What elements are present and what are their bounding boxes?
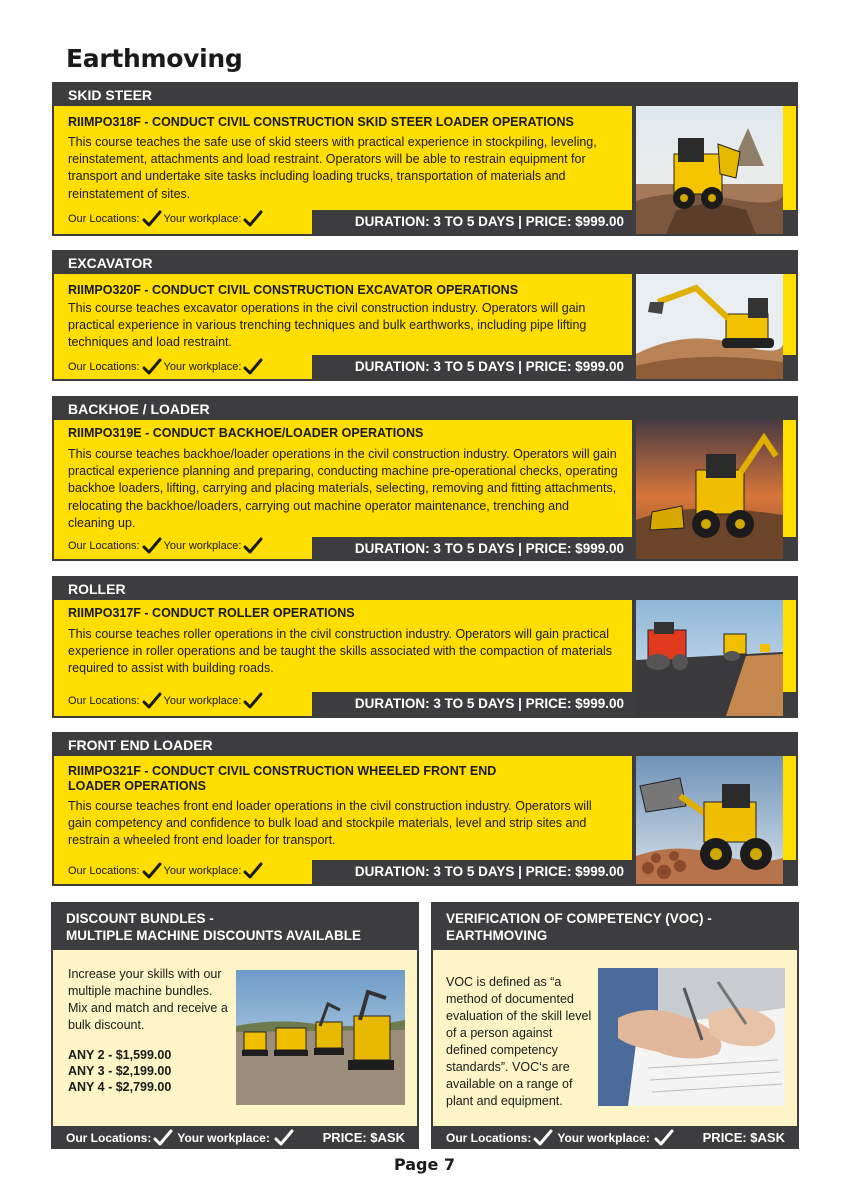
checkmark-icon (142, 358, 162, 376)
checkmark-icon (243, 692, 263, 710)
discount-panel-footer (51, 1126, 419, 1149)
checkmark-icon (142, 862, 162, 880)
discount-text: Increase your skills with our multiple machine bundles. Mix and match and receive a bulk discount. (68, 967, 228, 1032)
course-description: This course teaches backhoe/loader operations in the civil construction industry. Operators will gain practical experience planning and preparing, conducting machine pre-operational checks, operating backhoe loaders, lifting, carrying and placing materials, selecting, removing and fitting attachments, relocating the backhoe/loaders, carrying out machine operator maintenance, trenching and cleaning up. (68, 447, 618, 530)
checkmark-icon (142, 210, 162, 228)
discount-price: PRICE: $ASK (322, 1130, 405, 1145)
machines-photo (236, 970, 405, 1105)
our-locations-label: Our Locations: (68, 540, 140, 552)
our-locations-label: Our Locations: (66, 1130, 152, 1145)
course-card-skid-steer (52, 82, 798, 236)
discount-offer: ANY 3 - $2,199.00 (68, 1064, 172, 1078)
checkmark-icon (243, 862, 263, 880)
course-body (54, 274, 632, 379)
your-workplace-label: Your workplace: (177, 1130, 270, 1145)
course-category: EXCAVATOR (68, 255, 153, 271)
checkmark-icon (243, 358, 263, 376)
voc-title-line1: VERIFICATION OF COMPETENCY (VOC) - (446, 911, 712, 926)
roller-photo (636, 600, 783, 716)
course-body (54, 106, 632, 234)
course-description: This course teaches excavator operations in the civil construction industry. Operators will gain practical experience in various trenching techniques and bulk earthworks, including pipe lifting techniques and load restraint. (68, 301, 587, 350)
checkmark-icon (654, 1129, 674, 1147)
checkmark-icon (243, 210, 263, 228)
discount-title-line2: MULTIPLE MACHINE DISCOUNTS AVAILABLE (66, 928, 361, 943)
writing-photo (598, 968, 785, 1106)
course-category: SKID STEER (68, 87, 153, 103)
our-locations-label: Our Locations: (446, 1130, 532, 1145)
voc-price: PRICE: $ASK (702, 1130, 785, 1145)
discount-offer: ANY 2 - $1,599.00 (68, 1048, 172, 1062)
course-category: FRONT END LOADER (68, 737, 213, 753)
course-code: RIIMPO318F - CONDUCT CIVIL CONSTRUCTION SKID STEER LOADER OPERATIONS (68, 115, 574, 129)
our-locations-label: Our Locations: (68, 695, 140, 707)
page-title: Earthmoving (66, 44, 243, 73)
voc-panel (431, 902, 799, 1149)
your-workplace-label: Your workplace: (163, 695, 242, 707)
checkmark-icon (243, 537, 263, 555)
accent-strip (783, 106, 796, 210)
course-description: This course teaches roller operations in the civil construction industry. Operators will gain practical experience in roller operations and be taught the skills associated with the compaction of materials required to assist with building roads. (68, 627, 613, 676)
discount-bundles-panel (51, 902, 419, 1149)
checkmark-icon (274, 1129, 294, 1147)
discount-panel-body (53, 950, 417, 1126)
voc-text: VOC is defined as “a method of documented evaluation of the skill level of a person against defined competency standards”. VOC‘s are available on a range of plant and equipment. (446, 975, 592, 1108)
your-workplace-label: Your workplace: (557, 1130, 650, 1145)
your-workplace-label: Your workplace: (163, 213, 242, 225)
checkmark-icon (533, 1129, 553, 1147)
voc-panel-header (431, 902, 799, 950)
skid-steer-photo (636, 106, 783, 234)
backhoe-photo (636, 420, 783, 559)
voc-title-line2: EARTHMOVING (446, 928, 548, 943)
course-description: This course teaches the safe use of skid steers with practical experience in stockpiling, leveling, reinstatement, attachments and load restraint. Operators will be able to restrain equipment for transport and undertake site tasks including loading trucks, transportation of materials and reinstatement of sites. (68, 135, 597, 201)
voc-panel-body (433, 950, 797, 1126)
course-locations (68, 692, 265, 710)
course-code: RIIMPO319E - CONDUCT BACKHOE/LOADER OPERATIONS (68, 426, 424, 440)
our-locations-label: Our Locations: (68, 361, 140, 373)
our-locations-label: Our Locations: (68, 865, 140, 877)
page-number: Page 7 (393, 1155, 456, 1174)
your-workplace-label: Your workplace: (163, 361, 242, 373)
discount-offers (68, 1047, 171, 1095)
course-description: This course teaches front end loader operations in the civil construction industry. Operators will gain competency and confidence to bulk load and stockpile materials, level and strip sites and restrain a wheeled front end loader for transport. (68, 799, 592, 848)
course-code: RIIMPO317F - CONDUCT ROLLER OPERATIONS (68, 606, 355, 620)
discount-title-line1: DISCOUNT BUNDLES - (66, 911, 214, 926)
course-card-backhoe-loader (52, 396, 798, 561)
accent-strip (783, 274, 796, 355)
course-code: RIIMPO320F - CONDUCT CIVIL CONSTRUCTION EXCAVATOR OPERATIONS (68, 283, 519, 297)
course-category: BACKHOE / LOADER (68, 401, 210, 417)
course-card-front-end-loader (52, 732, 798, 886)
your-workplace-label: Your workplace: (163, 865, 242, 877)
excavator-photo (636, 274, 783, 379)
discount-panel-header (51, 902, 419, 950)
course-card-excavator (52, 250, 798, 381)
our-locations-label: Our Locations: (68, 213, 140, 225)
checkmark-icon (142, 537, 162, 555)
your-workplace-label: Your workplace: (163, 540, 242, 552)
course-locations (68, 358, 265, 376)
discount-offer: ANY 4 - $2,799.00 (68, 1080, 172, 1094)
course-locations (68, 210, 265, 228)
course-body (54, 756, 632, 884)
course-card-roller (52, 576, 798, 718)
course-locations (68, 537, 265, 555)
course-code: RIIMPO321F - CONDUCT CIVIL CONSTRUCTION WHEELED FRONT END LOADER OPERATIONS (68, 764, 497, 793)
duration-price: DURATION: 3 TO 5 DAYS | PRICE: $999.00 (312, 860, 632, 884)
course-category: ROLLER (68, 581, 126, 597)
accent-strip (783, 600, 796, 692)
duration-price: DURATION: 3 TO 5 DAYS | PRICE: $999.00 (312, 355, 632, 379)
voc-panel-footer (431, 1126, 799, 1149)
course-body (54, 420, 632, 559)
accent-strip (783, 420, 796, 537)
duration-price: DURATION: 3 TO 5 DAYS | PRICE: $999.00 (312, 692, 632, 716)
course-body (54, 600, 632, 716)
course-locations (68, 862, 265, 880)
duration-price: DURATION: 3 TO 5 DAYS | PRICE: $999.00 (312, 210, 632, 234)
front-end-loader-photo (636, 756, 783, 884)
checkmark-icon (153, 1129, 173, 1147)
duration-price: DURATION: 3 TO 5 DAYS | PRICE: $999.00 (312, 537, 632, 561)
checkmark-icon (142, 692, 162, 710)
accent-strip (783, 756, 796, 860)
